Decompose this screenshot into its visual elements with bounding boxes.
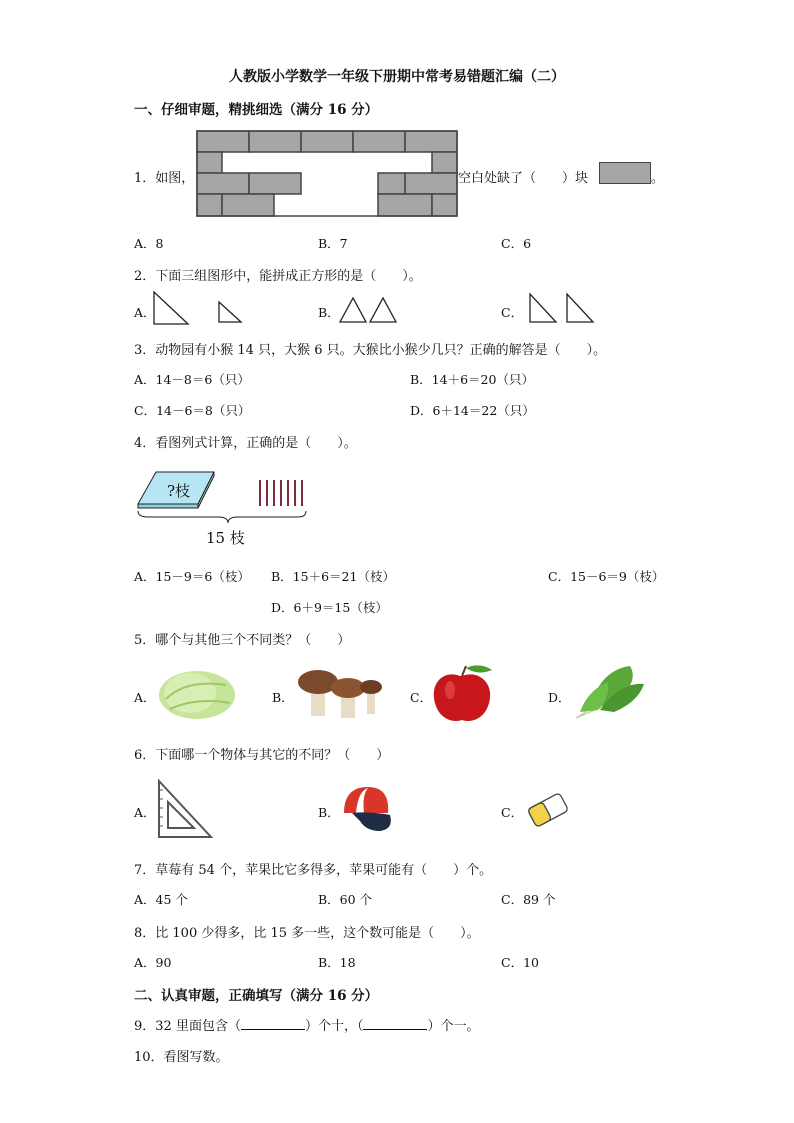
q2-label-b: B． [318, 305, 340, 320]
q3-option-d: D．6＋14＝22（只） [410, 403, 535, 418]
q1-suffix: 空白处缺了（ ）块 [458, 171, 589, 186]
q7-option-a: A．45 个 [134, 892, 188, 907]
q2-label-c: C． [501, 305, 524, 320]
q3-option-b: B．14＋6＝20（只） [410, 372, 534, 387]
q8-option-c: C．10 [501, 955, 539, 970]
q2-triangles-a [152, 290, 252, 326]
q5-label-a: A． [134, 690, 156, 705]
q2-triangles-c [528, 292, 596, 326]
q6-label-b: B． [318, 805, 340, 820]
brick-wall-figure [197, 131, 457, 217]
q6-label-c: C． [501, 805, 524, 820]
q5-question: 5．哪个与其他三个不同类？（ ） [134, 633, 351, 648]
q5-label-b: B． [272, 690, 294, 705]
apple-icon [430, 662, 496, 726]
q1-option-c: C．6 [501, 236, 532, 251]
cabbage-icon [156, 665, 238, 721]
q9-question [134, 1015, 479, 1034]
brick-icon [599, 162, 651, 184]
cap-icon [340, 783, 394, 835]
mushroom-icon [293, 660, 385, 722]
q9-text-c: ）个一。 [427, 1019, 480, 1034]
q5-label-c: C． [410, 690, 433, 705]
q8-question: 8．比 100 少得多，比 15 多一些，这个数可能是（ ）。 [134, 926, 480, 941]
q4-option-b: B．15＋6＝21（枝） [271, 569, 395, 584]
q9-blank-tens[interactable] [241, 1017, 305, 1030]
q7-option-b: B．60 个 [318, 892, 373, 907]
q6-question: 6．下面哪一个物体与其它的不同？（ ） [134, 748, 390, 763]
q9-blank-ones[interactable] [363, 1017, 427, 1030]
q6-label-a: A． [134, 805, 156, 820]
q3-question: 3．动物园有小猴 14 只，大猴 6 只。大猴比小猴少几只？正确的解答是（ ）。 [134, 343, 607, 358]
page-title: 人教版小学数学一年级下册期中常考易错题汇编（二） [229, 69, 565, 85]
q7-question: 7．草莓有 54 个，苹果比它多得多，苹果可能有（ ）个。 [134, 863, 493, 878]
q3-option-c: C．14－6＝8（只） [134, 403, 251, 418]
q3-option-a: A．14－8＝6（只） [134, 372, 250, 387]
lettuce-icon [570, 662, 646, 724]
eraser-icon [524, 790, 572, 830]
q4-question: 4．看图列式计算，正确的是（ ）。 [134, 436, 357, 451]
q1-option-a: A．8 [134, 236, 164, 251]
q10-question: 10．看图写数。 [134, 1050, 229, 1065]
set-square-icon [156, 778, 214, 840]
q4-option-c: C．15－6＝9（枝） [548, 569, 665, 584]
q9-text-b: ）个十，（ [304, 1019, 364, 1034]
q8-option-a: A．90 [134, 955, 172, 970]
q1-end: 。 [651, 171, 665, 186]
q4-option-a: A．15－9＝6（枝） [134, 569, 250, 584]
q1-option-b: B．7 [318, 236, 348, 251]
q2-triangles-b [338, 296, 400, 324]
q2-label-a: A． [134, 305, 156, 320]
q8-option-b: B．18 [318, 955, 356, 970]
q5-label-d: D． [548, 690, 571, 705]
book-label: ?枝 [167, 482, 191, 500]
q4-option-d: D．6＋9＝15（枝） [271, 600, 388, 615]
q9-text-a: 9．32 里面包含（ [134, 1019, 241, 1034]
q7-option-c: C．89 个 [501, 892, 556, 907]
q2-question: 2．下面三组图形中，能拼成正方形的是（ ）。 [134, 269, 422, 284]
section-2-heading: 二、认真审题，正确填写（满分 16 分） [134, 988, 379, 1004]
q1-prefix: 1．如图， [134, 171, 195, 186]
section-1-heading: 一、仔细审题，精挑细选（满分 16 分） [134, 102, 379, 118]
pencils-figure [134, 470, 314, 526]
total-label: 15 枝 [206, 529, 245, 547]
